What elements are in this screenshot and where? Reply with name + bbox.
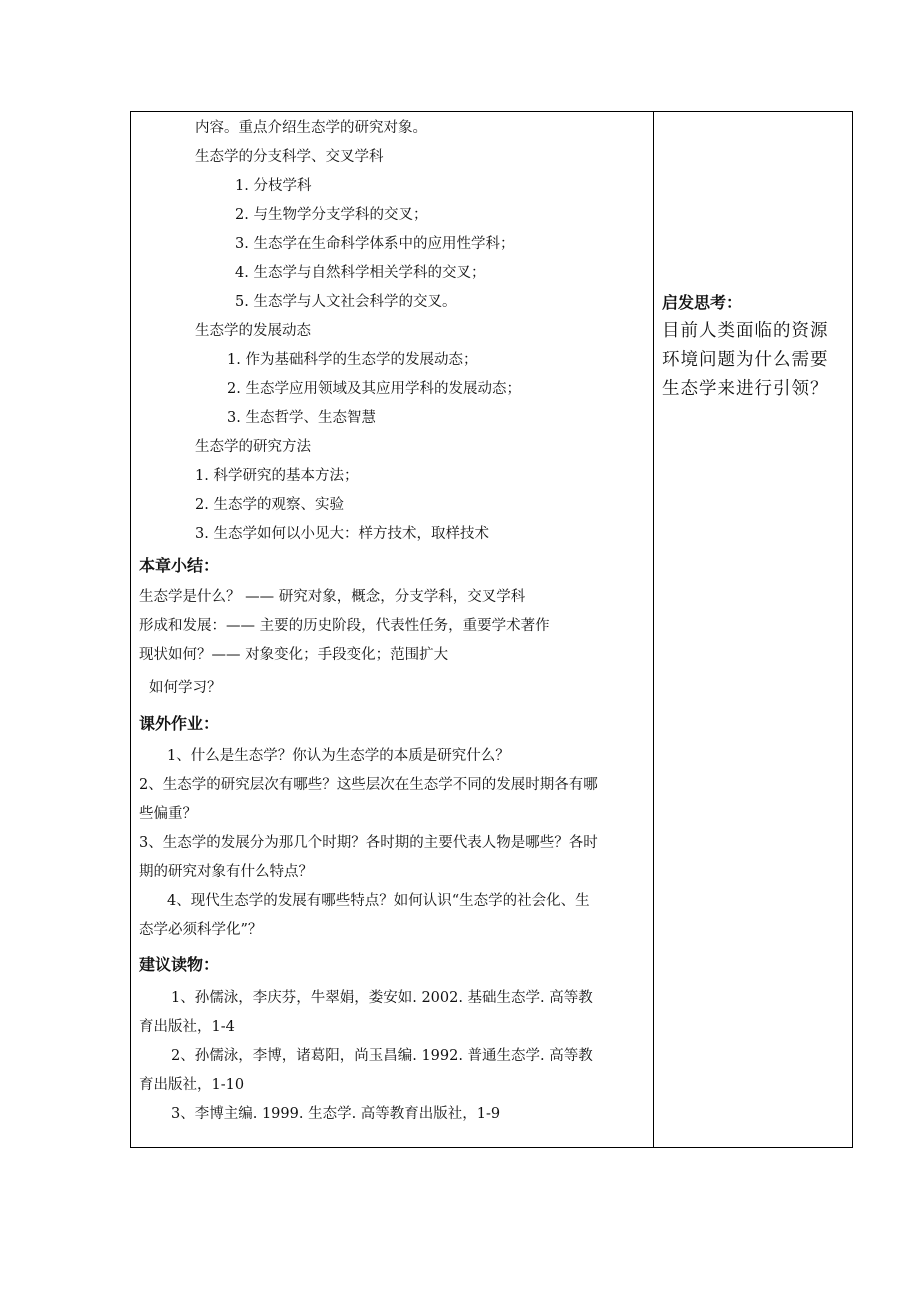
reading-item: 1、孙儒泳，李庆芬，牛翠娟，娄安如. 2002. 基础生态学. 高等教: [171, 990, 593, 1006]
side-line: 环境问题为什么需要: [662, 350, 829, 370]
homework-item: 3、生态学的发展分为那几个时期？各时期的主要代表人物是哪些？各时: [139, 835, 598, 851]
intro-line: 内容。重点介绍生态学的研究对象。: [195, 120, 427, 136]
list-item: 1. 分枝学科: [235, 178, 312, 194]
homework-item: 些偏重？: [139, 806, 197, 822]
reading-item: 育出版社，1-10: [139, 1077, 245, 1093]
homework-item: 态学必须科学化”？: [139, 922, 263, 938]
list-item: 3. 生态学在生命科学体系中的应用性学科；: [235, 236, 515, 252]
homework-item: 4、现代生态学的发展有哪些特点？如何认识“生态学的社会化、生: [167, 893, 590, 909]
side-line: 目前人类面临的资源: [662, 321, 829, 341]
side-heading: 启发思考：: [662, 293, 743, 312]
homework-item: 期的研究对象有什么特点？: [139, 864, 313, 880]
list-item: 4. 生态学与自然科学相关学科的交叉；: [235, 265, 486, 281]
section-title-methods: 生态学的研究方法: [195, 439, 311, 455]
lesson-table: [130, 111, 853, 1148]
list-item: 2. 与生物学分支学科的交叉；: [235, 207, 428, 223]
reading-item: 2、孙儒泳，李博，诸葛阳，尚玉昌编. 1992. 普通生态学. 高等教: [171, 1048, 593, 1064]
column-divider: [653, 112, 654, 1147]
summary-heading: 本章小结：: [139, 556, 220, 575]
reading-item: 育出版社，1-4: [139, 1019, 235, 1035]
list-item: 5. 生态学与人文社会科学的交叉。: [235, 294, 457, 310]
summary-line: 如何学习？: [149, 680, 222, 696]
list-item: 3. 生态学如何以小见大：样方技术，取样技术: [195, 526, 489, 542]
list-item: 3. 生态哲学、生态智慧: [227, 410, 376, 426]
reading-item: 3、李博主编. 1999. 生态学. 高等教育出版社，1-9: [171, 1106, 501, 1122]
homework-heading: 课外作业：: [139, 714, 220, 733]
homework-item: 2、生态学的研究层次有哪些？这些层次在生态学不同的发展时期各有哪: [139, 777, 598, 793]
summary-line: 现状如何？—— 对象变化；手段变化；范围扩大: [139, 647, 449, 663]
section-title-development: 生态学的发展动态: [195, 323, 311, 339]
list-item: 2. 生态学应用领域及其应用学科的发展动态；: [227, 381, 521, 397]
list-item: 1. 作为基础科学的生态学的发展动态；: [227, 352, 478, 368]
section-title-branches: 生态学的分支科学、交叉学科: [195, 149, 384, 165]
summary-line: 形成和发展：—— 主要的历史阶段，代表性任务，重要学术著作: [139, 618, 550, 634]
homework-item: 1、什么是生态学？你认为生态学的本质是研究什么？: [167, 748, 510, 764]
side-line: 生态学来进行引领？: [662, 379, 829, 399]
readings-heading: 建议读物：: [139, 955, 220, 974]
list-item: 1. 科学研究的基本方法；: [195, 468, 359, 484]
list-item: 2. 生态学的观察、实验: [195, 497, 344, 513]
summary-line: 生态学是什么？ —— 研究对象，概念，分支学科，交叉学科: [139, 589, 526, 605]
